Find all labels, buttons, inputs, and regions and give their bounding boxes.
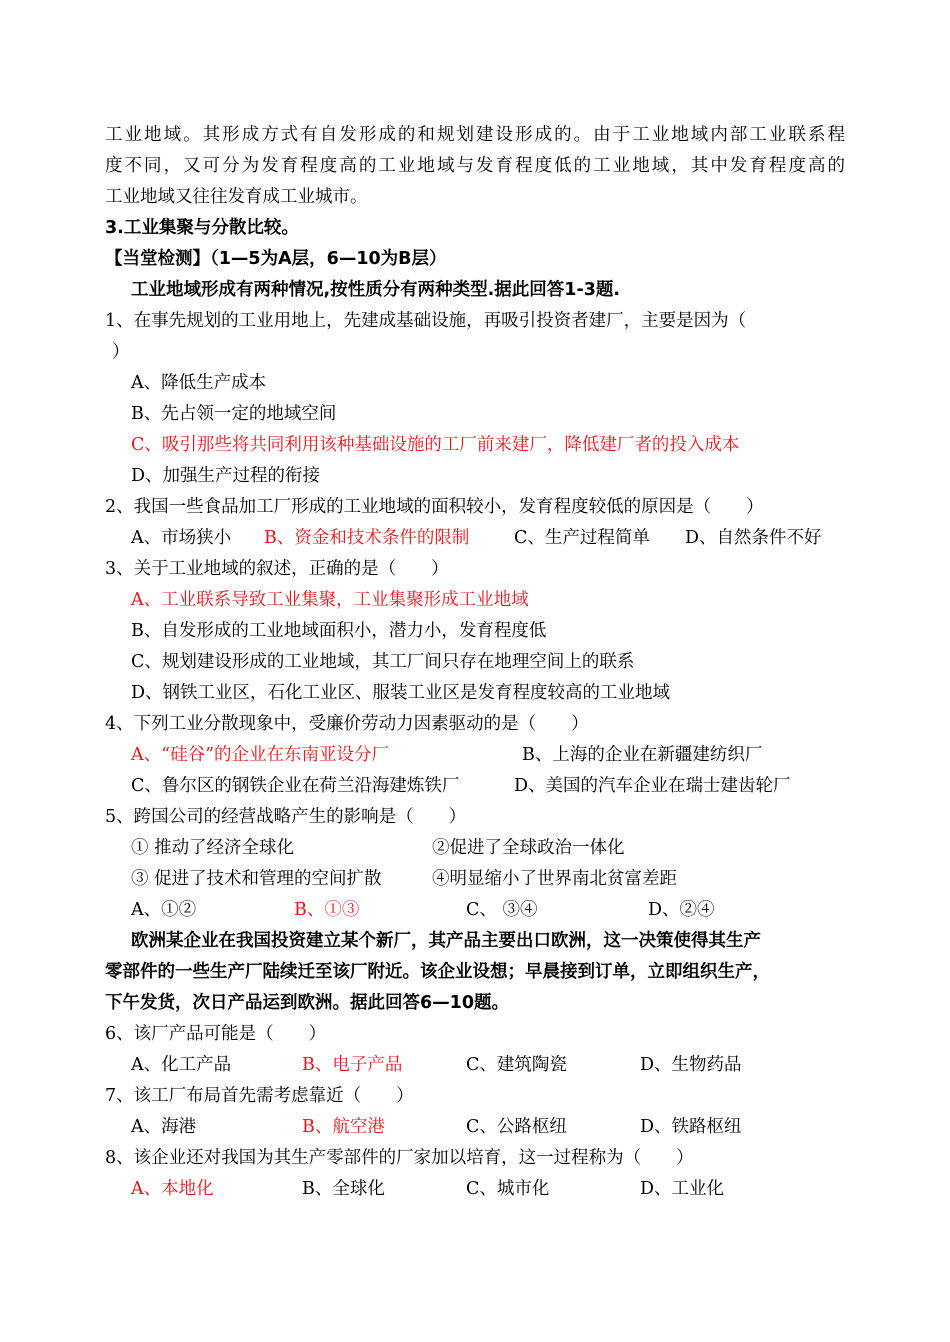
q5-option-d: D、②④ [648,900,715,920]
q5-statement-2: ②促进了全球政治一体化 [432,838,625,858]
q7-option-b-answer: B、航空港 [302,1117,385,1137]
q2-option-c: C、生产过程简单 [514,528,650,548]
q4-option-a-answer: A、“硅谷”的企业在东南亚设分厂 [131,745,390,765]
q7-option-d: D、铁路枢纽 [640,1117,742,1137]
q7-option-a: A、海港 [131,1117,197,1137]
q5-statement-3: ③ 促进了技术和管理的空间扩散 [131,869,382,889]
q4-option-b: B、上海的企业在新疆建纺织厂 [522,745,763,765]
check-heading: 【当堂检测】（1—5为A层，6—10为B层） [105,249,447,269]
q1-text-cont: ） [112,342,130,362]
q7-option-c: C、公路枢纽 [466,1117,567,1137]
q8-option-a-answer: A、本地化 [131,1179,214,1199]
q3-option-c: C、规划建设形成的工业地域，其工厂间只存在地理空间上的联系 [131,652,635,672]
q5-option-c: C、 ③④ [466,900,538,920]
q5-statement-4: ④明显缩小了世界南北贫富差距 [432,869,677,889]
q4-option-d: D、美国的汽车企业在瑞士建齿轮厂 [514,776,791,796]
q1-option-c-answer: C、吸引那些将共同利用该种基础设施的工厂前来建厂，降低建厂者的投入成本 [131,435,740,455]
q8-option-b: B、全球化 [302,1179,385,1199]
q3-text: 3、关于工业地域的叙述，正确的是（ ） [105,559,449,579]
stem-2-line-1: 欧洲某企业在我国投资建立某个新厂，其产品主要出口欧洲，这一决策使得其生产 [131,931,761,951]
q8-text: 8、该企业还对我国为其生产零部件的厂家加以培育，这一过程称为（ ） [105,1148,694,1168]
q3-option-b: B、自发形成的工业地域面积小，潜力小，发育程度低 [131,621,547,641]
q6-option-c: C、建筑陶瓷 [466,1055,567,1075]
q4-option-c: C、鲁尔区的钢铁企业在荷兰沿海建炼铁厂 [131,776,460,796]
q6-text: 6、该厂产品可能是（ ） [105,1024,327,1044]
intro-line-2: 度不同，又可分为发育程度高的工业地域与发育程度低的工业地域，其中发育程度高的 [105,156,845,176]
q6-option-a: A、化工产品 [131,1055,232,1075]
q3-option-a-answer: A、工业联系导致工业集聚，工业集聚形成工业地域 [131,590,529,610]
q4-text: 4、下列工业分散现象中，受廉价劳动力因素驱动的是（ ） [105,714,589,734]
q7-text: 7、该工厂布局首先需考虑靠近（ ） [105,1086,414,1106]
q2-option-b-answer: B、资金和技术条件的限制 [264,528,470,548]
stem-1: 工业地域形成有两种情况,按性质分有两种类型.据此回答1-3题. [131,280,621,300]
q2-text: 2、我国一些食品加工厂形成的工业地域的面积较小，发育程度较低的原因是（ ） [105,497,764,517]
q6-option-b-answer: B、电子产品 [302,1055,403,1075]
q1-option-b: B、先占领一定的地域空间 [131,404,337,424]
q3-option-d: D、钢铁工业区，石化工业区、服装工业区是发育程度较高的工业地域 [131,683,671,703]
q1-text: 1、在事先规划的工业用地上，先建成基础设施，再吸引投资者建厂，主要是因为（ [105,311,747,331]
q5-text: 5、跨国公司的经营战略产生的影响是（ ） [105,807,467,827]
section-3-heading: 3.工业集聚与分散比较。 [105,218,299,238]
q8-option-c: C、城市化 [466,1179,550,1199]
q1-option-a: A、降低生产成本 [131,373,267,393]
q1-option-d: D、加强生产过程的衔接 [131,466,321,486]
intro-line-1: 工业地域。其形成方式有自发形成的和规划建设形成的。由于工业地域内部工业联系程 [105,125,845,145]
q5-option-a: A、①② [131,900,197,920]
q6-option-d: D、生物药品 [640,1055,742,1075]
intro-line-3: 工业地域又往往发育成工业城市。 [105,187,368,207]
q2-option-a: A、市场狭小 [131,528,232,548]
q2-option-d: D、自然条件不好 [685,528,822,548]
stem-2-line-2: 零部件的一些生产厂陆续迁至该厂附近。该企业设想；早晨接到订单，立即组织生产， [105,962,770,982]
q8-option-d: D、工业化 [640,1179,725,1199]
q5-option-b-answer: B、①③ [294,900,360,920]
stem-2-line-3: 下午发货，次日产品运到欧洲。据此回答6—10题。 [105,993,510,1013]
q5-statement-1: ① 推动了经济全球化 [131,838,295,858]
